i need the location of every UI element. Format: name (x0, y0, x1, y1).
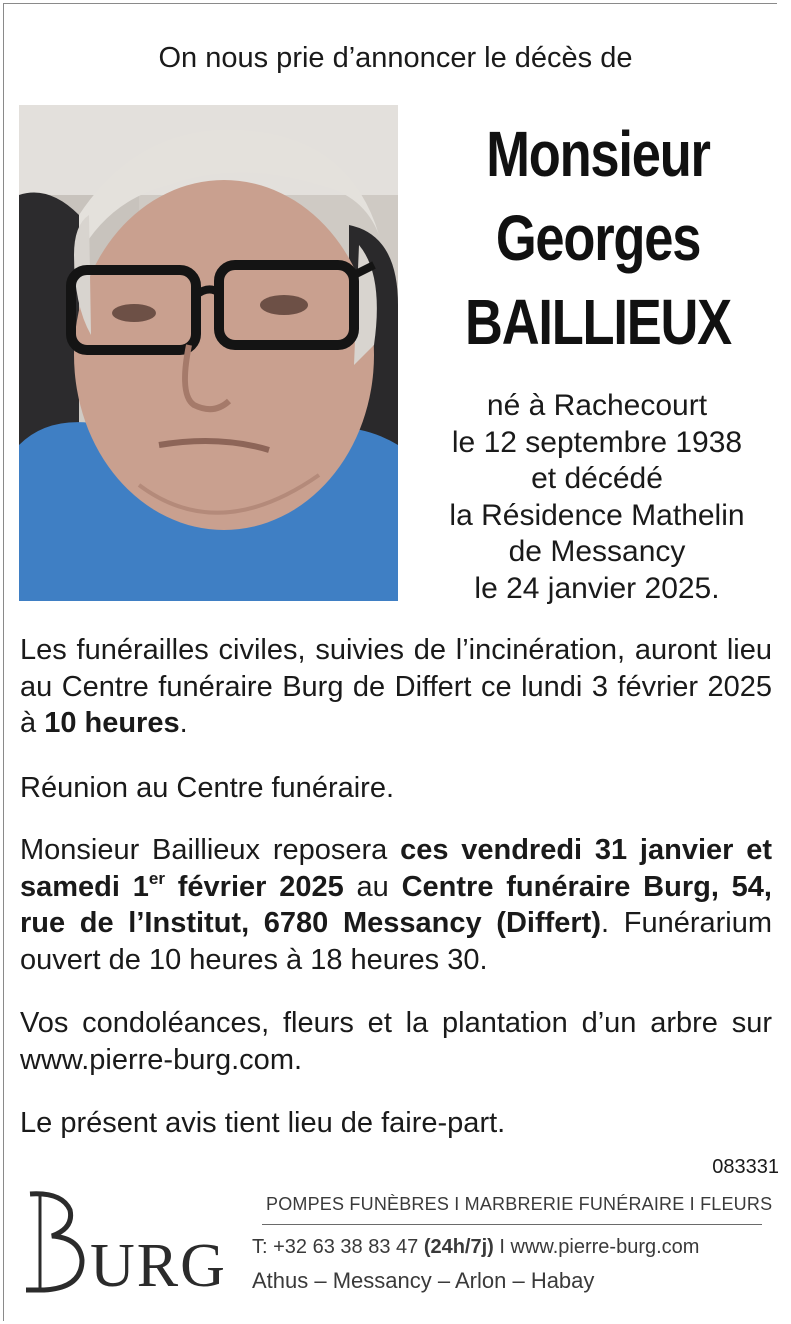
condolences-paragraph: Vos condoléances, fleurs et la plantation d’un arbre sur www.pierre-burg.com. (20, 1007, 772, 1076)
contact-line (252, 1236, 699, 1259)
viewing-text: Monsieur Baillieux reposera (20, 834, 401, 866)
notice-paragraph: Le présent avis tient lieu de faire-part. (20, 1107, 506, 1139)
born-line: la Résidence Mathelin (449, 498, 745, 532)
funeral-text: Les funérailles civiles, suivies de l’incinération, auront lieu au Centre funéraire Burg de Differt ce lundi 3 février 2025 à (20, 634, 772, 739)
viewing-dates-sup: er (148, 868, 165, 888)
born-line: et décédé (531, 462, 663, 496)
viewing-dates-b: février 2025 (164, 870, 344, 903)
portrait-photo (19, 105, 398, 601)
last-name: BAILLIEUX (465, 286, 731, 358)
born-line: de Messancy (508, 535, 686, 569)
viewing-text-2: au (343, 870, 402, 903)
gathering-paragraph: Réunion au Centre funéraire. (20, 772, 395, 804)
funeral-paragraph (20, 632, 772, 742)
viewing-dates-a: ces vendredi 31 janvier et samedi 1 (20, 834, 772, 903)
born-line: né à Rachecourt (486, 389, 708, 422)
funeral-end: . (179, 707, 188, 739)
website: I www.pierre-burg.com (493, 1236, 700, 1258)
reference-number: 083331 (712, 1156, 779, 1178)
services-line: POMPES FUNÈBRES I MARBRERIE FUNÉRAIRE I FLEURS (266, 1194, 773, 1214)
viewing-text-3: . Funérarium ouvert de 10 heures à 18 heures 30. (20, 907, 772, 976)
locations-line: Athus – Messancy – Arlon – Habay (252, 1268, 595, 1293)
birth-death-info (420, 388, 774, 608)
viewing-paragraph (20, 832, 772, 978)
svg-text:URG: URG (90, 1232, 227, 1298)
phone-hours: (24h/7j) (423, 1236, 494, 1258)
funeral-time: 10 heures (44, 707, 180, 739)
deceased-name (428, 112, 768, 364)
name-title: Monsieur (486, 118, 710, 190)
footer-divider (262, 1224, 762, 1225)
phone-number: T: +32 63 38 83 47 (252, 1236, 424, 1258)
intro-text: On nous prie d’annoncer le décès de (158, 42, 633, 74)
burg-logo (22, 1188, 232, 1298)
born-line: le 12 septembre 1938 (451, 425, 743, 459)
born-line: le 24 janvier 2025. (474, 571, 720, 605)
viewing-location: Centre funéraire Burg, 54, rue de l’Institut, 6780 Messancy (Differt) (20, 870, 772, 939)
first-name: Georges (495, 202, 701, 274)
